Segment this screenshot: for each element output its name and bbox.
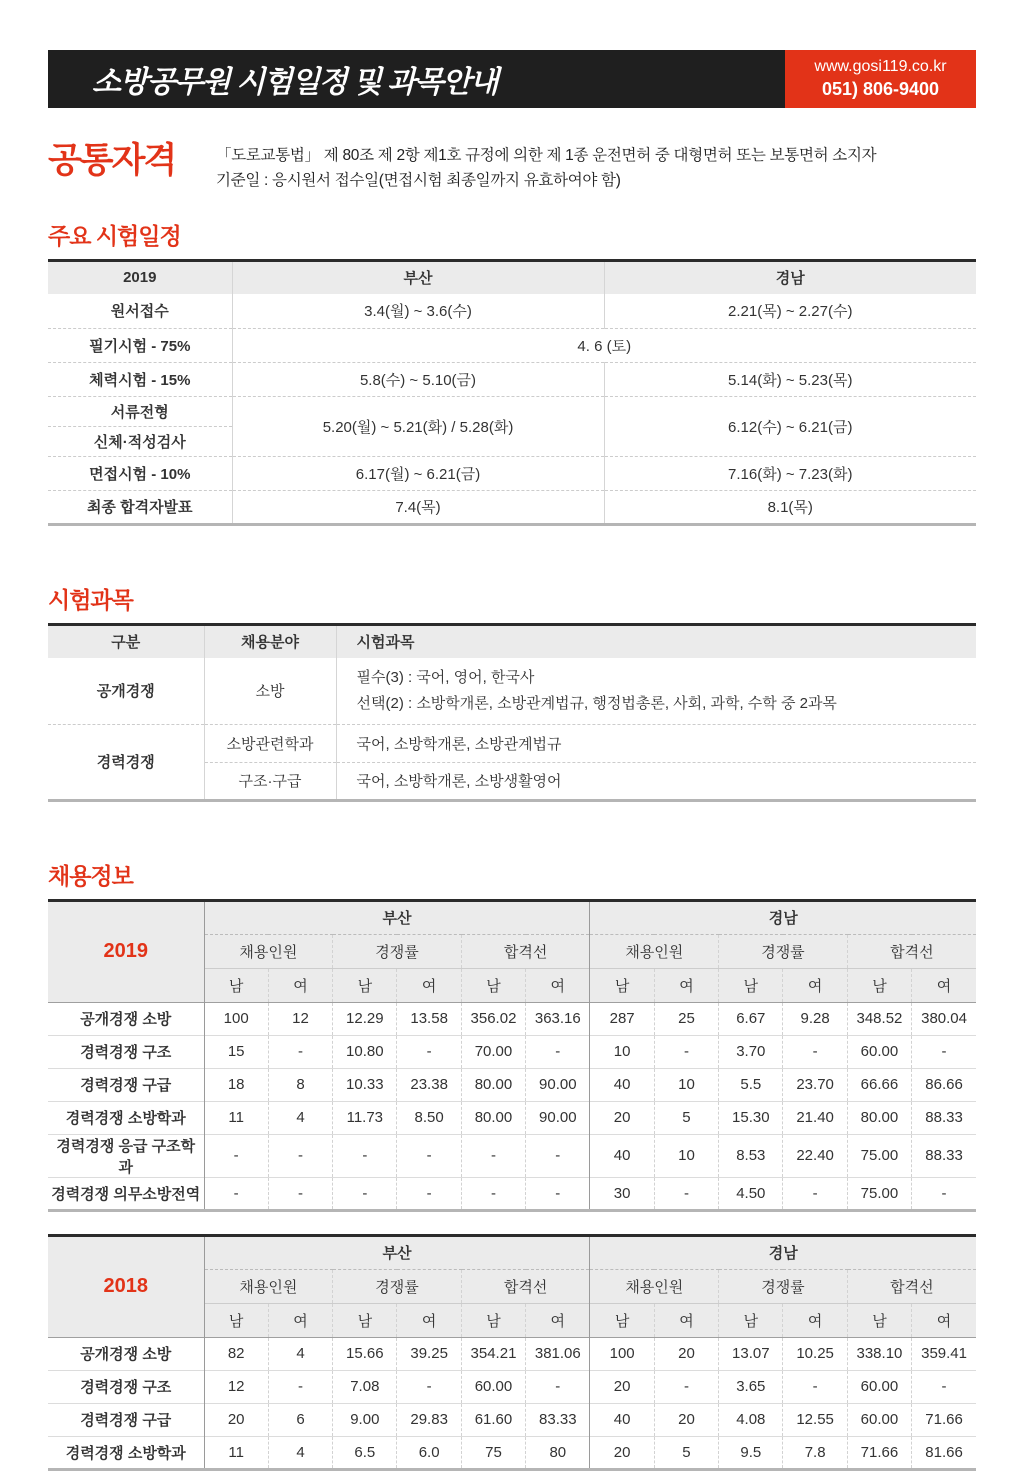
table-row bbox=[48, 1436, 976, 1469]
data-cell: 71.66 bbox=[847, 1436, 911, 1469]
data-cell: 29.83 bbox=[397, 1403, 461, 1436]
data-cell: - bbox=[526, 1035, 590, 1068]
data-cell: 21.40 bbox=[783, 1101, 847, 1134]
cell-subjects: 국어, 소방학개론, 소방생활영어 bbox=[336, 762, 976, 800]
region-header: 부산 bbox=[204, 1235, 590, 1269]
data-cell: 88.33 bbox=[912, 1134, 976, 1177]
data-cell: 86.66 bbox=[912, 1068, 976, 1101]
table-row bbox=[48, 362, 976, 396]
row-label: 경력경쟁 소방학과 bbox=[48, 1436, 204, 1469]
table-row bbox=[48, 1337, 976, 1370]
qualification-description bbox=[216, 142, 876, 194]
data-cell: 11 bbox=[204, 1101, 268, 1134]
data-cell: 13.58 bbox=[397, 1002, 461, 1035]
data-cell: - bbox=[912, 1035, 976, 1068]
data-cell: 338.10 bbox=[847, 1337, 911, 1370]
row-label: 면접시험 - 10% bbox=[48, 456, 232, 490]
data-cell: - bbox=[526, 1370, 590, 1403]
data-cell: 88.33 bbox=[912, 1101, 976, 1134]
data-cell: 20 bbox=[654, 1337, 718, 1370]
cell-busan: 5.8(수) ~ 5.10(금) bbox=[232, 362, 604, 396]
data-cell: 60.00 bbox=[847, 1403, 911, 1436]
data-cell: - bbox=[783, 1370, 847, 1403]
data-cell: 10 bbox=[654, 1134, 718, 1177]
data-cell: 359.41 bbox=[912, 1337, 976, 1370]
table-row bbox=[48, 396, 976, 426]
recruit-header-region-row bbox=[48, 900, 976, 934]
row-label: 필기시험 - 75% bbox=[48, 328, 232, 362]
cell-busan: 6.17(월) ~ 6.21(금) bbox=[232, 456, 604, 490]
data-cell: 23.38 bbox=[397, 1068, 461, 1101]
metric-header: 채용인원 bbox=[590, 1269, 719, 1303]
data-cell: - bbox=[912, 1370, 976, 1403]
data-cell: - bbox=[461, 1134, 525, 1177]
data-cell: 7.8 bbox=[783, 1436, 847, 1469]
data-cell: 10.25 bbox=[783, 1337, 847, 1370]
gender-header: 남 bbox=[461, 968, 525, 1002]
schedule-header-year: 2019 bbox=[48, 260, 232, 294]
data-cell: 10 bbox=[654, 1068, 718, 1101]
metric-header: 경쟁률 bbox=[719, 1269, 848, 1303]
recruit-table-2018 bbox=[48, 1234, 976, 1471]
gender-header: 남 bbox=[333, 968, 397, 1002]
data-cell: - bbox=[397, 1177, 461, 1210]
row-label: 경력경쟁 구급 bbox=[48, 1403, 204, 1436]
row-label: 공개경쟁 bbox=[96, 683, 155, 701]
top-banner bbox=[48, 50, 976, 108]
qualification-label: 공통자격 bbox=[48, 141, 176, 180]
table-row bbox=[48, 1177, 976, 1210]
data-cell: 13.07 bbox=[719, 1337, 783, 1370]
table-row bbox=[48, 1134, 976, 1177]
data-cell: - bbox=[912, 1177, 976, 1210]
data-cell: 15 bbox=[204, 1035, 268, 1068]
data-cell: 4.50 bbox=[719, 1177, 783, 1210]
gender-header: 여 bbox=[397, 1303, 461, 1337]
data-cell: - bbox=[204, 1177, 268, 1210]
page-title: 소방공무원 시험일정 및 과목안내 bbox=[92, 66, 498, 99]
data-cell: 40 bbox=[590, 1134, 654, 1177]
data-cell: 4 bbox=[268, 1337, 332, 1370]
data-cell: 12 bbox=[204, 1370, 268, 1403]
row-label: 최종 합격자발표 bbox=[48, 490, 232, 524]
data-cell: - bbox=[268, 1370, 332, 1403]
qualification-line2: 기준일 : 응시원서 접수일(면접시험 최종일까지 유효하여야 함) bbox=[216, 171, 621, 189]
data-cell: 22.40 bbox=[783, 1134, 847, 1177]
subjects-header-field: 채용분야 bbox=[204, 624, 336, 658]
data-cell: 9.00 bbox=[333, 1403, 397, 1436]
cell-busan: 5.20(월) ~ 5.21(화) / 5.28(화) bbox=[232, 396, 604, 456]
data-cell: 4 bbox=[268, 1101, 332, 1134]
row-label: 공개경쟁 소방 bbox=[48, 1337, 204, 1370]
gender-header: 여 bbox=[912, 968, 976, 1002]
table-row bbox=[48, 1068, 976, 1101]
metric-header: 경쟁률 bbox=[719, 934, 848, 968]
data-cell: 60.00 bbox=[847, 1370, 911, 1403]
metric-header: 채용인원 bbox=[204, 934, 333, 968]
subjects-header-row bbox=[48, 624, 976, 658]
data-cell: 11 bbox=[204, 1436, 268, 1469]
metric-header: 경쟁률 bbox=[333, 1269, 462, 1303]
data-cell: 71.66 bbox=[912, 1403, 976, 1436]
data-cell: 4 bbox=[268, 1436, 332, 1469]
table-row bbox=[48, 490, 976, 524]
table-row bbox=[48, 1403, 976, 1436]
row-label: 공개경쟁 소방 bbox=[48, 1002, 204, 1035]
data-cell: 12 bbox=[268, 1002, 332, 1035]
data-cell: 20 bbox=[654, 1403, 718, 1436]
table-row bbox=[48, 1370, 976, 1403]
row-label: 원서접수 bbox=[110, 303, 169, 321]
contact-box bbox=[785, 50, 976, 108]
gender-header: 여 bbox=[783, 968, 847, 1002]
data-cell: 40 bbox=[590, 1068, 654, 1101]
data-cell: 30 bbox=[590, 1177, 654, 1210]
data-cell: 15.66 bbox=[333, 1337, 397, 1370]
row-label: 서류전형 bbox=[48, 396, 232, 426]
table-row bbox=[48, 328, 976, 362]
data-cell: - bbox=[397, 1035, 461, 1068]
data-cell: 83.33 bbox=[526, 1403, 590, 1436]
required-subjects: 필수(3) : 국어, 영어, 한국사 bbox=[356, 669, 535, 687]
data-cell: - bbox=[268, 1177, 332, 1210]
gender-header: 여 bbox=[526, 1303, 590, 1337]
data-cell: - bbox=[268, 1134, 332, 1177]
gender-header: 여 bbox=[397, 968, 461, 1002]
region-header: 경남 bbox=[590, 900, 976, 934]
gender-header: 남 bbox=[204, 1303, 268, 1337]
cell-subjects: 국어, 소방학개론, 소방관계법규 bbox=[336, 724, 976, 762]
recruit-section-title: 채용정보 bbox=[48, 862, 133, 889]
table-row bbox=[48, 1035, 976, 1068]
data-cell: 90.00 bbox=[526, 1068, 590, 1101]
region-header: 부산 bbox=[204, 900, 590, 934]
data-cell: 82 bbox=[204, 1337, 268, 1370]
data-cell: 3.70 bbox=[719, 1035, 783, 1068]
cell-merged: 4. 6 (토) bbox=[232, 328, 976, 362]
metric-header: 채용인원 bbox=[590, 934, 719, 968]
gender-header: 남 bbox=[333, 1303, 397, 1337]
data-cell: 6 bbox=[268, 1403, 332, 1436]
data-cell: - bbox=[783, 1177, 847, 1210]
row-label: 경력경쟁 의무소방전역 bbox=[48, 1177, 204, 1210]
data-cell: 100 bbox=[204, 1002, 268, 1035]
data-cell: 61.60 bbox=[461, 1403, 525, 1436]
cell-gyeongnam: 6.12(수) ~ 6.21(금) bbox=[604, 396, 976, 456]
gender-header: 남 bbox=[719, 968, 783, 1002]
data-cell: 6.5 bbox=[333, 1436, 397, 1469]
cell-field: 소방 bbox=[204, 658, 336, 724]
row-label: 경력경쟁 구급 bbox=[48, 1068, 204, 1101]
data-cell: 10.80 bbox=[333, 1035, 397, 1068]
region-header: 경남 bbox=[590, 1235, 976, 1269]
gender-header: 남 bbox=[847, 968, 911, 1002]
data-cell: 20 bbox=[590, 1370, 654, 1403]
data-cell: 354.21 bbox=[461, 1337, 525, 1370]
data-cell: - bbox=[204, 1134, 268, 1177]
row-label: 경력경쟁 bbox=[48, 724, 204, 800]
data-cell: 15.30 bbox=[719, 1101, 783, 1134]
metric-header: 합격선 bbox=[461, 934, 590, 968]
metric-header: 합격선 bbox=[461, 1269, 590, 1303]
data-cell: 5.5 bbox=[719, 1068, 783, 1101]
data-cell: - bbox=[654, 1370, 718, 1403]
data-cell: 5 bbox=[654, 1436, 718, 1469]
subjects-header-category: 구분 bbox=[48, 624, 204, 658]
data-cell: - bbox=[526, 1134, 590, 1177]
cell-gyeongnam: 7.16(화) ~ 7.23(화) bbox=[604, 456, 976, 490]
data-cell: 39.25 bbox=[397, 1337, 461, 1370]
schedule-table bbox=[48, 259, 976, 526]
data-cell: 80.00 bbox=[847, 1101, 911, 1134]
data-cell: 66.66 bbox=[847, 1068, 911, 1101]
qualification-line1: 「도로교통법」 제 80조 제 2항 제1호 규정에 의한 제 1종 운전면허 중 대형면허 또는 보통면허 소지자 bbox=[216, 147, 877, 164]
data-cell: - bbox=[526, 1177, 590, 1210]
metric-header: 경쟁률 bbox=[333, 934, 462, 968]
data-cell: 70.00 bbox=[461, 1035, 525, 1068]
data-cell: 11.73 bbox=[333, 1101, 397, 1134]
data-cell: 9.5 bbox=[719, 1436, 783, 1469]
gender-header: 여 bbox=[654, 1303, 718, 1337]
gender-header: 여 bbox=[654, 968, 718, 1002]
cell-gyeongnam: 5.14(화) ~ 5.23(목) bbox=[604, 362, 976, 396]
table-row bbox=[48, 658, 976, 724]
gender-header: 남 bbox=[719, 1303, 783, 1337]
table-row bbox=[48, 456, 976, 490]
data-cell: - bbox=[783, 1035, 847, 1068]
gender-header: 여 bbox=[912, 1303, 976, 1337]
gender-header: 남 bbox=[847, 1303, 911, 1337]
data-cell: 10 bbox=[590, 1035, 654, 1068]
data-cell: 23.70 bbox=[783, 1068, 847, 1101]
data-cell: 287 bbox=[590, 1002, 654, 1035]
data-cell: 6.67 bbox=[719, 1002, 783, 1035]
cell-subjects bbox=[336, 658, 976, 724]
cell-busan: 7.4(목) bbox=[232, 490, 604, 524]
schedule-header-busan: 부산 bbox=[232, 260, 604, 294]
data-cell: 3.65 bbox=[719, 1370, 783, 1403]
data-cell: 60.00 bbox=[461, 1370, 525, 1403]
cell-busan: 3.4(월) ~ 3.6(수) bbox=[232, 294, 604, 328]
elective-subjects: 선택(2) : 소방학개론, 소방관계법규, 행정법총론, 사회, 과학, 수학 중 2과목 bbox=[356, 694, 837, 712]
row-label: 신체·적성검사 bbox=[48, 426, 232, 456]
recruit-header-region-row bbox=[48, 1235, 976, 1269]
metric-header: 합격선 bbox=[847, 934, 976, 968]
cell-field: 구조·구급 bbox=[204, 762, 336, 800]
data-cell: 8.50 bbox=[397, 1101, 461, 1134]
table-row bbox=[48, 1101, 976, 1134]
data-cell: 60.00 bbox=[847, 1035, 911, 1068]
data-cell: 20 bbox=[204, 1403, 268, 1436]
row-label: 체력시험 - 15% bbox=[48, 362, 232, 396]
data-cell: - bbox=[461, 1177, 525, 1210]
gender-header: 여 bbox=[268, 1303, 332, 1337]
common-qualification bbox=[48, 142, 976, 194]
data-cell: 75.00 bbox=[847, 1134, 911, 1177]
metric-header: 합격선 bbox=[847, 1269, 976, 1303]
recruit-year-label: 2019 bbox=[48, 900, 204, 1002]
recruit-table-2019 bbox=[48, 899, 976, 1212]
data-cell: 10.33 bbox=[333, 1068, 397, 1101]
data-cell: 20 bbox=[590, 1101, 654, 1134]
schedule-header-row bbox=[48, 260, 976, 294]
data-cell: 8.53 bbox=[719, 1134, 783, 1177]
gender-header: 여 bbox=[268, 968, 332, 1002]
data-cell: 8 bbox=[268, 1068, 332, 1101]
gender-header: 남 bbox=[590, 968, 654, 1002]
data-cell: 18 bbox=[204, 1068, 268, 1101]
row-label: 경력경쟁 구조 bbox=[48, 1035, 204, 1068]
gender-header: 여 bbox=[526, 968, 590, 1002]
data-cell: - bbox=[397, 1134, 461, 1177]
phone-number: 051) 806-9400 bbox=[821, 78, 940, 99]
table-row bbox=[48, 724, 976, 762]
data-cell: 7.08 bbox=[333, 1370, 397, 1403]
data-cell: 80.00 bbox=[461, 1101, 525, 1134]
gender-header: 남 bbox=[461, 1303, 525, 1337]
data-cell: 356.02 bbox=[461, 1002, 525, 1035]
data-cell: 40 bbox=[590, 1403, 654, 1436]
data-cell: 20 bbox=[590, 1436, 654, 1469]
row-label: 경력경쟁 응급 구조학과 bbox=[48, 1134, 204, 1177]
data-cell: 75.00 bbox=[847, 1177, 911, 1210]
data-cell: 90.00 bbox=[526, 1101, 590, 1134]
data-cell: 363.16 bbox=[526, 1002, 590, 1035]
website-text: www.gosi119.co.kr bbox=[814, 57, 947, 75]
data-cell: 80 bbox=[526, 1436, 590, 1469]
data-cell: 75 bbox=[461, 1436, 525, 1469]
cell-field: 소방관련학과 bbox=[204, 724, 336, 762]
cell-gyeongnam: 8.1(목) bbox=[604, 490, 976, 524]
metric-header: 채용인원 bbox=[204, 1269, 333, 1303]
data-cell: - bbox=[654, 1177, 718, 1210]
gender-header: 남 bbox=[204, 968, 268, 1002]
data-cell: 100 bbox=[590, 1337, 654, 1370]
subjects-table bbox=[48, 623, 976, 802]
table-row bbox=[48, 294, 976, 328]
recruit-year-label: 2018 bbox=[48, 1235, 204, 1337]
schedule-section-title: 주요 시험일정 bbox=[48, 222, 181, 249]
data-cell: 4.08 bbox=[719, 1403, 783, 1436]
data-cell: 12.55 bbox=[783, 1403, 847, 1436]
schedule-header-gyeongnam: 경남 bbox=[604, 260, 976, 294]
row-label: 경력경쟁 소방학과 bbox=[48, 1101, 204, 1134]
gender-header: 여 bbox=[783, 1303, 847, 1337]
data-cell: 381.06 bbox=[526, 1337, 590, 1370]
cell-gyeongnam: 2.21(목) ~ 2.27(수) bbox=[604, 294, 976, 328]
data-cell: 5 bbox=[654, 1101, 718, 1134]
data-cell: 25 bbox=[654, 1002, 718, 1035]
data-cell: 12.29 bbox=[333, 1002, 397, 1035]
subjects-section-title: 시험과목 bbox=[48, 586, 133, 613]
table-row bbox=[48, 1002, 976, 1035]
data-cell: 9.28 bbox=[783, 1002, 847, 1035]
subjects-header-subjects: 시험과목 bbox=[336, 624, 976, 658]
data-cell: - bbox=[333, 1134, 397, 1177]
data-cell: 380.04 bbox=[912, 1002, 976, 1035]
data-cell: - bbox=[654, 1035, 718, 1068]
data-cell: 80.00 bbox=[461, 1068, 525, 1101]
row-label: 경력경쟁 구조 bbox=[48, 1370, 204, 1403]
data-cell: - bbox=[268, 1035, 332, 1068]
data-cell: 6.0 bbox=[397, 1436, 461, 1469]
gender-header: 남 bbox=[590, 1303, 654, 1337]
data-cell: - bbox=[397, 1370, 461, 1403]
data-cell: 348.52 bbox=[847, 1002, 911, 1035]
data-cell: - bbox=[333, 1177, 397, 1210]
data-cell: 81.66 bbox=[912, 1436, 976, 1469]
